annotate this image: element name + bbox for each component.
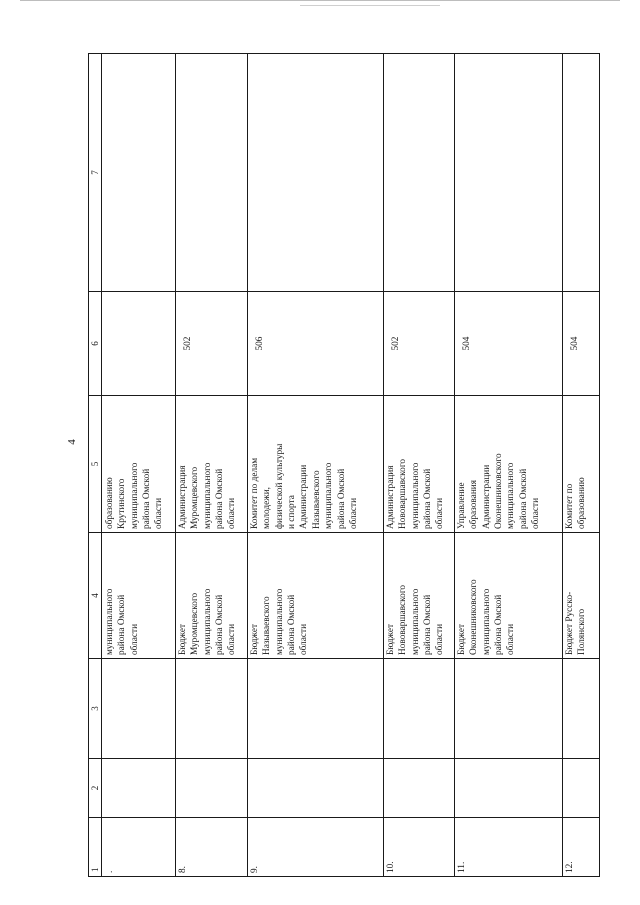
cell-col-2 [384, 759, 455, 818]
cell-col-7 [102, 54, 176, 292]
table-row [248, 54, 384, 877]
table-row [102, 54, 176, 877]
code-cell: 504 [563, 292, 600, 396]
cell-col-7 [563, 54, 600, 292]
cell-col-2 [176, 759, 248, 818]
header-col-6: 6 [89, 292, 102, 396]
code-cell: 502 [384, 292, 455, 396]
row-number: . [102, 818, 176, 877]
row-number: 10. [384, 818, 455, 877]
cell-col-3 [248, 659, 384, 759]
scan-edge-line [300, 5, 440, 6]
cell-col-7 [176, 54, 248, 292]
page-number: 4 [66, 439, 78, 445]
header-col-3: 3 [89, 659, 102, 759]
header-col-5: 5 [89, 396, 102, 533]
row-number: 12. [563, 818, 600, 877]
cell-col-7 [384, 54, 455, 292]
table-row [563, 54, 600, 877]
table-row [455, 54, 563, 877]
row-number: 8. [176, 818, 248, 877]
cell-col-7 [455, 54, 563, 292]
code-cell: 502 [176, 292, 248, 396]
cell-col-3 [455, 659, 563, 759]
rotated-page [88, 54, 600, 877]
row-number: 11. [455, 818, 563, 877]
table-row [176, 54, 248, 877]
administrator-cell: Администрация Муромцевского муниципального района Омской области [176, 396, 248, 533]
row-number: 9. [248, 818, 384, 877]
budget-cell: Бюджет Русско- Полянского [563, 533, 600, 659]
header-col-2: 2 [89, 759, 102, 818]
cell-col-3 [102, 659, 176, 759]
budget-cell: муниципального района Омской области [102, 533, 176, 659]
cell-col-2 [102, 759, 176, 818]
cell-col-3 [563, 659, 600, 759]
administrator-cell: Администрация Нововаршавского муниципального района Омской области [384, 396, 455, 533]
cell-col-3 [384, 659, 455, 759]
header-col-4: 4 [89, 533, 102, 659]
table-row [384, 54, 455, 877]
cell-col-3 [176, 659, 248, 759]
administrator-cell: образованию Крутинского муниципального района Омской области [102, 396, 176, 533]
header-row [89, 54, 102, 877]
cell-col-2 [248, 759, 384, 818]
code-cell [102, 292, 176, 396]
budget-cell: Бюджет Муромцевского муниципального района Омской области [176, 533, 248, 659]
header-col-7: 7 [89, 54, 102, 292]
administrator-cell: Комитет по образованию [563, 396, 600, 533]
code-cell: 506 [248, 292, 384, 396]
budget-cell: Бюджет Нововаршавского муниципального района Омской области [384, 533, 455, 659]
cell-col-2 [563, 759, 600, 818]
budget-table [88, 53, 600, 877]
code-cell: 504 [455, 292, 563, 396]
scan-edge-line [20, 0, 620, 4]
budget-cell: Бюджет Называевского муниципального района Омской области [248, 533, 384, 659]
cell-col-2 [455, 759, 563, 818]
administrator-cell: Управление образования Администрации Оконешниковского муниципального района Омской области [455, 396, 563, 533]
header-col-1: 1 [89, 818, 102, 877]
budget-cell: Бюджет Оконешниковского муниципального района Омской области [455, 533, 563, 659]
cell-col-7 [248, 54, 384, 292]
administrator-cell: Комитет по делам молодежи, физической культуры и спорта Администрации Называевского муниципального района Омской области [248, 396, 384, 533]
